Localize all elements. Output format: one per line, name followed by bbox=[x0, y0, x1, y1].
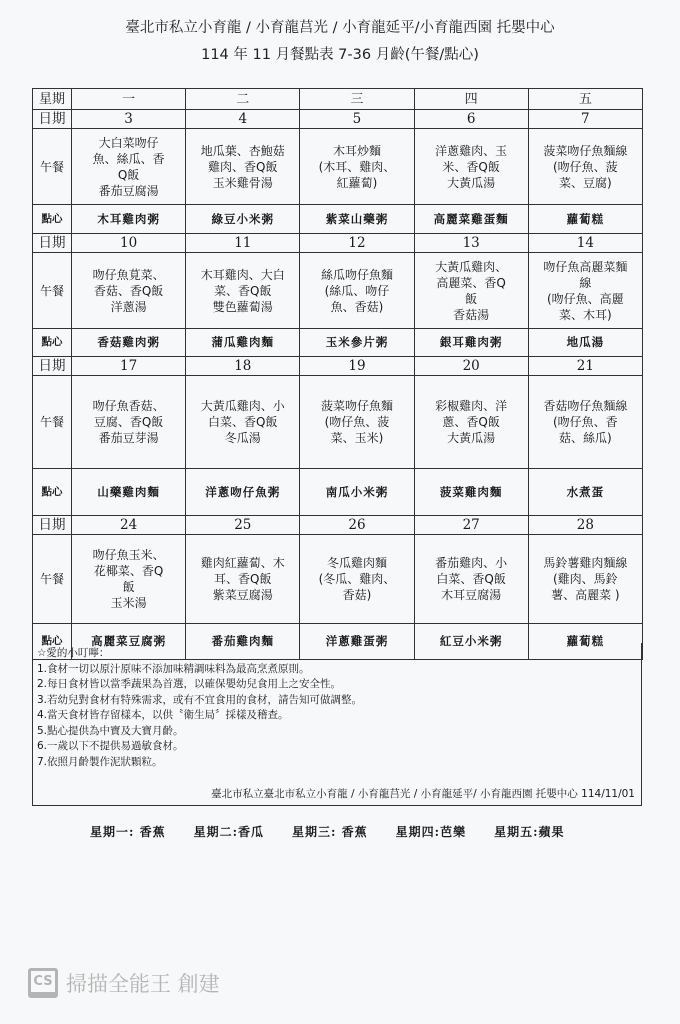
note-item: 4.當天食材皆存留樣本，以供〝衛生局〞採樣及稽查。 bbox=[37, 709, 289, 721]
snack-cell: 紫菜山藥粥 bbox=[300, 205, 414, 234]
lunch-line: 雙色蘿蔔湯 bbox=[212, 299, 273, 314]
snack-cell: 銀耳雞肉粥 bbox=[414, 329, 528, 357]
lunch-line: 高麗菜、香Q bbox=[436, 275, 506, 290]
lunch-line: 玉米雞骨湯 bbox=[212, 175, 273, 190]
lunch-line: 洋蔥雞肉、玉 bbox=[435, 143, 508, 158]
lunch-row bbox=[33, 129, 643, 205]
lunch-line: 香菇湯 bbox=[453, 307, 490, 322]
lunch-cell bbox=[72, 253, 186, 329]
lunch-line: 地瓜葉、杏鮑菇 bbox=[200, 143, 285, 158]
lunch-line: 魚、絲瓜、香 bbox=[92, 151, 165, 166]
lunch-line: 菜、香Q飯 bbox=[214, 283, 272, 298]
snack-cell: 南瓜小米粥 bbox=[300, 469, 414, 516]
lunch-line: 玉米湯 bbox=[110, 596, 147, 610]
date-cell: 17 bbox=[72, 357, 186, 376]
snack-cell: 蒲瓜雞肉麵 bbox=[186, 329, 300, 357]
snack-cell: 高麗菜豆腐粥 bbox=[72, 624, 186, 660]
lunch-line: (吻仔魚、菠 bbox=[553, 159, 618, 174]
date-cell: 4 bbox=[186, 110, 300, 129]
note-item: 3.若幼兒對食材有特殊需求，或有不宜食用的食材，請告知可做調整。 bbox=[37, 693, 363, 706]
note-item: 5.點心提供為中寶及大寶月齡。 bbox=[37, 724, 184, 737]
lunch-line: 菇、絲瓜) bbox=[559, 431, 612, 445]
fruit-item: 星期四:芭樂 bbox=[395, 825, 467, 839]
notes-box bbox=[32, 643, 642, 806]
lunch-row bbox=[33, 376, 643, 469]
lunch-line: 木耳雞肉、大白 bbox=[200, 267, 285, 282]
date-cell: 19 bbox=[300, 357, 414, 376]
date-cell: 13 bbox=[414, 234, 528, 253]
camscanner-logo-icon: CS bbox=[28, 968, 58, 998]
lunch-line: (冬瓜、雞肉、 bbox=[318, 572, 396, 586]
lunch-row bbox=[33, 253, 643, 329]
lunch-line: 彩椒雞肉、洋 bbox=[435, 399, 508, 413]
lunch-line: 香菇吻仔魚麵線 bbox=[543, 399, 628, 413]
lunch-cell bbox=[72, 129, 186, 205]
lunch-line: 飯 bbox=[465, 291, 478, 306]
lunch-line: (絲瓜、吻仔 bbox=[324, 283, 390, 298]
fruit-item: 星期三: 香蕉 bbox=[292, 825, 368, 839]
lunch-line: 白菜、香Q飯 bbox=[208, 415, 278, 429]
lunch-cell bbox=[300, 535, 414, 624]
snack-row bbox=[33, 205, 643, 234]
date-cell: 6 bbox=[414, 110, 528, 129]
snack-cell: 洋蔥雞蛋粥 bbox=[300, 624, 414, 660]
date-cell: 10 bbox=[72, 234, 186, 253]
lunch-line: 大黃瓜湯 bbox=[447, 431, 496, 445]
lunch-line: 米、香Q飯 bbox=[442, 159, 500, 174]
lunch-line: 雞肉、香Q飯 bbox=[208, 159, 278, 174]
lunch-line: 大黃瓜雞肉、小 bbox=[200, 399, 285, 413]
weekday-cell: 三 bbox=[300, 89, 414, 110]
lunch-row bbox=[33, 535, 643, 624]
lunch-line: 番茄豆芽湯 bbox=[98, 431, 159, 445]
lunch-cell bbox=[528, 535, 642, 624]
lunch-line: 菜、玉米) bbox=[330, 431, 384, 445]
document-subtitle: 114 年 11 月餐點表 7-36 月齡(午餐/點心) bbox=[201, 47, 479, 63]
lunch-line: 馬鈴薯雞肉麵線 bbox=[543, 556, 628, 570]
lunch-line: 木耳炒麵 bbox=[332, 143, 381, 158]
lunch-cell bbox=[72, 535, 186, 624]
lunch-line: 吻仔魚香菇、 bbox=[92, 399, 165, 413]
lunch-cell bbox=[300, 376, 414, 469]
lunch-cell bbox=[414, 535, 528, 624]
lunch-line: 菠菜吻仔魚麵 bbox=[320, 399, 393, 413]
snack-cell: 蘿蔔糕 bbox=[528, 624, 642, 660]
lunch-line: 吻仔魚高麗菜麵 bbox=[543, 259, 628, 274]
date-row bbox=[33, 110, 643, 129]
date-row bbox=[33, 234, 643, 253]
lunch-label: 午餐 bbox=[33, 535, 72, 624]
date-cell: 27 bbox=[414, 516, 528, 535]
lunch-line: 蔥、香Q飯 bbox=[442, 415, 500, 429]
lunch-label: 午餐 bbox=[33, 129, 72, 205]
snack-cell: 香菇雞肉粥 bbox=[72, 329, 186, 357]
date-cell: 11 bbox=[186, 234, 300, 253]
weekday-cell: 五 bbox=[528, 89, 642, 110]
snack-label: 點心 bbox=[33, 205, 72, 234]
weekday-cell: 一 bbox=[72, 89, 186, 110]
snack-cell: 綠豆小米粥 bbox=[186, 205, 300, 234]
lunch-cell bbox=[72, 376, 186, 469]
lunch-line: 紫菜豆腐湯 bbox=[212, 588, 273, 602]
date-cell: 7 bbox=[528, 110, 642, 129]
snack-cell: 高麗菜雞蛋麵 bbox=[414, 205, 528, 234]
lunch-line: (雞肉、馬鈴 bbox=[553, 572, 618, 586]
lunch-line: 木耳豆腐湯 bbox=[441, 588, 502, 602]
snack-cell: 番茄雞肉麵 bbox=[186, 624, 300, 660]
lunch-line: 香菇) bbox=[342, 588, 372, 602]
note-item: 6.一歲以下不提供易過敏食材。 bbox=[37, 740, 184, 752]
lunch-line: 香菇、香Q飯 bbox=[93, 283, 164, 298]
snack-row bbox=[33, 329, 643, 357]
lunch-line: 雞肉紅蘿蔔、木 bbox=[200, 556, 285, 570]
lunch-line: 耳、香Q飯 bbox=[214, 572, 272, 586]
lunch-line: 冬瓜湯 bbox=[224, 431, 261, 445]
lunch-cell bbox=[528, 376, 642, 469]
lunch-cell bbox=[528, 129, 642, 205]
lunch-label: 午餐 bbox=[33, 253, 72, 329]
lunch-line: 豆腐、香Q飯 bbox=[93, 415, 164, 429]
lunch-cell bbox=[528, 253, 642, 329]
snack-label: 點心 bbox=[33, 469, 72, 516]
date-cell: 20 bbox=[414, 357, 528, 376]
lunch-label: 午餐 bbox=[33, 376, 72, 469]
date-label: 日期 bbox=[33, 234, 72, 253]
meal-schedule-table bbox=[32, 88, 643, 660]
lunch-line: (吻仔魚、菠 bbox=[324, 415, 390, 429]
date-row bbox=[33, 516, 643, 535]
snack-cell: 地瓜湯 bbox=[528, 329, 642, 357]
note-item: 7.依照月齡製作泥狀顆粒。 bbox=[37, 755, 163, 768]
lunch-cell bbox=[300, 253, 414, 329]
weekday-cell: 二 bbox=[186, 89, 300, 110]
weekday-label: 星期 bbox=[33, 89, 72, 110]
lunch-line: 洋蔥湯 bbox=[110, 299, 147, 314]
lunch-line: 魚、香菇) bbox=[330, 299, 384, 314]
date-cell: 24 bbox=[72, 516, 186, 535]
lunch-line: 大黃瓜雞肉、 bbox=[435, 259, 508, 274]
lunch-line: 大黃瓜湯 bbox=[447, 175, 496, 190]
weekday-cell: 四 bbox=[414, 89, 528, 110]
snack-cell: 水煮蛋 bbox=[528, 469, 642, 516]
lunch-line: 大白菜吻仔 bbox=[98, 135, 159, 150]
date-cell: 14 bbox=[528, 234, 642, 253]
date-cell: 3 bbox=[72, 110, 186, 129]
lunch-line: 菠菜吻仔魚麵線 bbox=[543, 143, 628, 158]
date-cell: 12 bbox=[300, 234, 414, 253]
note-item: 2.每日食材皆以當季蔬果為首選，以確保嬰幼兒食用上之安全性。 bbox=[37, 678, 342, 690]
lunch-line: (吻仔魚、香 bbox=[553, 415, 618, 429]
lunch-cell bbox=[186, 376, 300, 469]
date-label: 日期 bbox=[33, 357, 72, 376]
note-item: 1.食材一切以原汁原味不添加味精調味料為最高烹煮原則。 bbox=[37, 662, 310, 675]
lunch-line: 飯 bbox=[122, 580, 135, 594]
watermark-text: 掃描全能王 創建 bbox=[66, 972, 220, 996]
lunch-line: 菜、豆腐) bbox=[559, 175, 612, 190]
fruit-schedule bbox=[90, 823, 565, 840]
notes-heading: ☆愛的小叮嚀： bbox=[37, 647, 110, 659]
snack-cell: 蘿蔔糕 bbox=[528, 205, 642, 234]
fruit-item: 星期一: 香蕉 bbox=[90, 825, 166, 839]
date-cell: 26 bbox=[300, 516, 414, 535]
lunch-line: 吻仔魚玉米、 bbox=[92, 548, 165, 562]
fruit-item: 星期二:香瓜 bbox=[193, 825, 265, 839]
snack-cell: 菠菜雞肉麵 bbox=[414, 469, 528, 516]
lunch-line: 薯、高麗菜 ) bbox=[551, 588, 620, 602]
document-title: 臺北市私立小育龍 / 小育龍莒光 / 小育龍延平/小育龍西園 托嬰中心 bbox=[125, 20, 555, 36]
lunch-cell bbox=[186, 535, 300, 624]
lunch-cell bbox=[186, 253, 300, 329]
snack-cell: 木耳雞肉粥 bbox=[72, 205, 186, 234]
lunch-line: 吻仔魚莧菜、 bbox=[92, 267, 165, 282]
lunch-line: 菜、木耳) bbox=[559, 307, 612, 322]
date-row bbox=[33, 357, 643, 376]
snack-row bbox=[33, 469, 643, 516]
lunch-line: 花椰菜、香Q bbox=[93, 564, 164, 578]
lunch-line: 線 bbox=[579, 275, 592, 290]
lunch-line: 番茄豆腐湯 bbox=[98, 183, 159, 198]
date-label: 日期 bbox=[33, 110, 72, 129]
date-cell: 25 bbox=[186, 516, 300, 535]
snack-cell: 紅豆小米粥 bbox=[414, 624, 528, 660]
lunch-line: Q飯 bbox=[117, 167, 140, 182]
snack-cell: 玉米參片粥 bbox=[300, 329, 414, 357]
date-cell: 21 bbox=[528, 357, 642, 376]
notes-footer: 臺北市私立臺北市私立小育龍 / 小育龍莒光 / 小育龍延平/ 小育龍西園 托嬰中心 114/11/01 bbox=[211, 787, 635, 800]
lunch-cell bbox=[186, 129, 300, 205]
snack-cell: 洋蔥吻仔魚粥 bbox=[186, 469, 300, 516]
snack-cell: 山藥雞肉麵 bbox=[72, 469, 186, 516]
lunch-line: 絲瓜吻仔魚麵 bbox=[320, 267, 393, 282]
date-label: 日期 bbox=[33, 516, 72, 535]
lunch-line: 紅蘿蔔) bbox=[336, 175, 378, 190]
scanner-watermark bbox=[28, 968, 220, 998]
lunch-cell bbox=[414, 253, 528, 329]
lunch-line: (吻仔魚、高麗 bbox=[547, 291, 624, 306]
lunch-cell bbox=[414, 129, 528, 205]
date-cell: 28 bbox=[528, 516, 642, 535]
lunch-line: 白菜、香Q飯 bbox=[436, 572, 506, 586]
date-cell: 5 bbox=[300, 110, 414, 129]
snack-label: 點心 bbox=[33, 329, 72, 357]
lunch-line: 番茄雞肉、小 bbox=[435, 556, 508, 570]
lunch-line: (木耳、雞肉、 bbox=[318, 159, 396, 174]
weekday-header-row bbox=[33, 89, 643, 110]
lunch-cell bbox=[414, 376, 528, 469]
fruit-item: 星期五:蘋果 bbox=[494, 825, 565, 839]
lunch-cell bbox=[300, 129, 414, 205]
date-cell: 18 bbox=[186, 357, 300, 376]
lunch-line: 冬瓜雞肉麵 bbox=[326, 556, 387, 570]
snack-label: 點心 bbox=[33, 624, 72, 660]
